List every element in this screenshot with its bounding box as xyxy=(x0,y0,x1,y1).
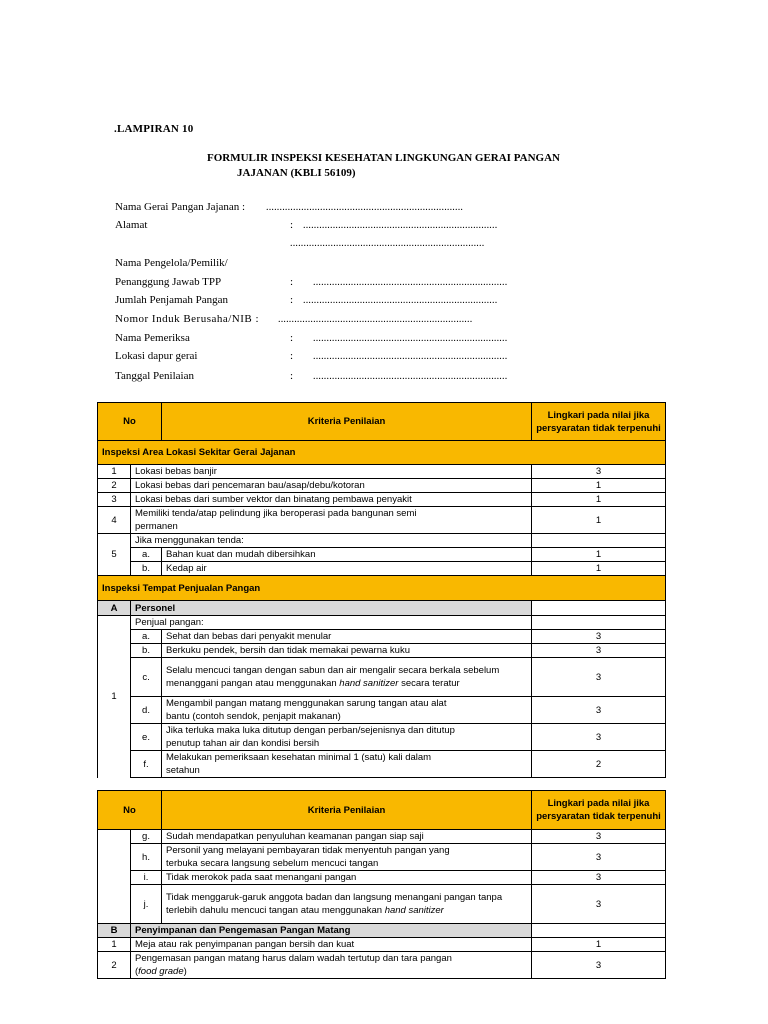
row-letter: f. xyxy=(131,751,162,778)
table-row xyxy=(98,844,666,871)
row-score[interactable]: 3 xyxy=(532,630,666,644)
row-criteria: Sudah mendapatkan penyuluhan keamanan pangan siap saji xyxy=(162,830,532,844)
field-colon: : xyxy=(290,332,294,344)
row-no: 1 xyxy=(98,465,131,479)
row-criteria: Kedap air xyxy=(162,562,532,576)
field-label-address: Alamat xyxy=(115,219,148,231)
row-criteria: Bahan kuat dan mudah dibersihkan xyxy=(162,548,532,562)
section-row xyxy=(98,576,666,601)
table-row xyxy=(98,658,666,697)
form-title-line2: JAJANAN (KBLI 56109) xyxy=(237,167,356,179)
attachment-label: .LAMPIRAN 10 xyxy=(114,123,194,135)
field-dots-inspector[interactable]: ........................................................................ xyxy=(313,333,508,344)
field-label-owner: Nama Pengelola/Pemilik/ xyxy=(115,257,228,269)
field-dots-address[interactable]: ........................................................................ xyxy=(303,220,498,231)
row-score[interactable]: 3 xyxy=(532,952,666,979)
row-no-empty xyxy=(98,830,131,924)
criteria-text: Selalu mencuci tangan dengan sabun dan air mengalir secara berkala sebelum menanggani pangan atau menggunakan xyxy=(166,665,500,689)
header-no: No xyxy=(98,791,162,830)
field-colon: : xyxy=(290,294,294,306)
field-label-nib: Nomor Induk Berusaha/NIB : xyxy=(115,313,260,325)
table-row xyxy=(98,724,666,751)
row-score[interactable]: 2 xyxy=(532,751,666,778)
row-criteria xyxy=(162,658,532,697)
table-row xyxy=(98,630,666,644)
table-row xyxy=(98,507,666,534)
section-title: Inspeksi Area Lokasi Sekitar Gerai Jajanan xyxy=(98,441,666,465)
row-letter: h. xyxy=(131,844,162,871)
row-score[interactable]: 3 xyxy=(532,644,666,658)
row-score[interactable]: 3 xyxy=(532,885,666,924)
row-criteria: Mengambil pangan matang menggunakan sarung tangan atau alat bantu (contoh sendok, penjapit makanan) xyxy=(162,697,532,724)
section-title: Inspeksi Tempat Penjualan Pangan xyxy=(98,576,666,601)
row-criteria xyxy=(131,952,532,979)
row-letter: e. xyxy=(131,724,162,751)
header-no: No xyxy=(98,403,162,441)
row-score[interactable]: 3 xyxy=(532,465,666,479)
row-score-empty xyxy=(532,616,666,630)
row-criteria: Meja atau rak penyimpanan pangan bersih dan kuat xyxy=(131,938,532,952)
table-row xyxy=(98,952,666,979)
subsection-title: Personel xyxy=(131,601,532,616)
row-no: 5 xyxy=(98,534,131,576)
row-no: 2 xyxy=(98,952,131,979)
table-header-row xyxy=(98,791,666,830)
row-no: 3 xyxy=(98,493,131,507)
row-criteria: Melakukan pemeriksaan kesehatan minimal 1 (satu) kali dalam setahun xyxy=(162,751,532,778)
field-dots-store-name[interactable]: ......................................................................... xyxy=(266,202,464,213)
table-row xyxy=(98,885,666,924)
table-row xyxy=(98,697,666,724)
row-score-empty xyxy=(532,924,666,938)
row-letter: i. xyxy=(131,871,162,885)
field-label-date: Tanggal Penilaian xyxy=(115,370,194,382)
row-letter: d. xyxy=(131,697,162,724)
header-criteria: Kriteria Penilaian xyxy=(162,403,532,441)
field-dots-kitchen-location[interactable]: ........................................................................ xyxy=(313,351,508,362)
table-row xyxy=(98,938,666,952)
header-score: Lingkari pada nilai jika persyaratan tidak terpenuhi xyxy=(532,403,666,441)
subsection-title: Penyimpanan dan Pengemasan Pangan Matang xyxy=(131,924,532,938)
header-criteria: Kriteria Penilaian xyxy=(162,791,532,830)
row-letter: a. xyxy=(131,630,162,644)
row-score[interactable]: 3 xyxy=(532,830,666,844)
table-row xyxy=(98,616,666,630)
field-label-kitchen-location: Lokasi dapur gerai xyxy=(115,350,198,362)
row-letter: b. xyxy=(131,644,162,658)
field-colon: : xyxy=(290,276,294,288)
field-dots-address-line2[interactable]: ........................................................................ xyxy=(290,238,485,249)
subsection-letter: B xyxy=(98,924,131,938)
field-dots-handlers[interactable]: ........................................................................ xyxy=(303,295,498,306)
table-row xyxy=(98,548,666,562)
criteria-italic: food grade xyxy=(138,966,184,977)
criteria-text: secara teratur xyxy=(398,678,460,689)
field-label-handlers: Jumlah Penjamah Pangan xyxy=(115,294,229,306)
form-title-line1: FORMULIR INSPEKSI KESEHATAN LINGKUNGAN GERAI PANGAN xyxy=(207,152,560,164)
table-row xyxy=(98,830,666,844)
row-criteria: Tidak merokok pada saat menangani pangan xyxy=(162,871,532,885)
table-row xyxy=(98,562,666,576)
row-score-empty xyxy=(532,534,666,548)
field-label-inspector: Nama Pemeriksa xyxy=(115,332,190,344)
field-colon: : xyxy=(290,219,294,231)
row-score[interactable]: 1 xyxy=(532,507,666,534)
row-no: 1 xyxy=(98,616,131,778)
inspection-table-2 xyxy=(97,790,666,979)
row-score[interactable]: 3 xyxy=(532,658,666,697)
row-criteria: Penjual pangan: xyxy=(131,616,532,630)
subsection-row xyxy=(98,924,666,938)
row-no: 4 xyxy=(98,507,131,534)
table-row xyxy=(98,871,666,885)
row-score[interactable]: 1 xyxy=(532,562,666,576)
row-letter: g. xyxy=(131,830,162,844)
row-letter: j. xyxy=(131,885,162,924)
field-dots-pic[interactable]: ........................................................................ xyxy=(313,277,508,288)
criteria-text: Tidak menggaruk-garuk anggota badan dan langsung menangani pangan tanpa terlebih dahulu mencuci tangan atau menggunakan xyxy=(166,892,503,916)
table-row xyxy=(98,465,666,479)
row-criteria xyxy=(162,885,532,924)
row-score[interactable]: 1 xyxy=(532,479,666,493)
row-score[interactable]: 3 xyxy=(532,871,666,885)
criteria-italic: hand sanitizer xyxy=(384,905,444,916)
field-colon: : xyxy=(290,370,294,382)
row-criteria: Jika terluka maka luka ditutup dengan perban/sejenisnya dan ditutup penutup tahan air dan kondisi bersih xyxy=(162,724,532,751)
table-row xyxy=(98,493,666,507)
inspection-table-1 xyxy=(97,402,666,778)
section-row xyxy=(98,441,666,465)
field-dots-nib[interactable]: ........................................................................ xyxy=(278,314,473,325)
criteria-italic: hand sanitizer xyxy=(339,678,399,689)
row-criteria: Jika menggunakan tenda: xyxy=(131,534,532,548)
row-score[interactable]: 1 xyxy=(532,938,666,952)
criteria-text: Pengemasan pangan matang harus dalam wadah tertutup dan tara pangan ( xyxy=(135,953,452,977)
row-criteria: Berkuku pendek, bersih dan tidak memakai pewarna kuku xyxy=(162,644,532,658)
row-score[interactable]: 1 xyxy=(532,548,666,562)
table-row xyxy=(98,751,666,778)
row-criteria: Lokasi bebas dari sumber vektor dan binatang pembawa penyakit xyxy=(131,493,532,507)
row-criteria: Personil yang melayani pembayaran tidak menyentuh pangan yang terbuka secara langsung sebelum mencuci tangan xyxy=(162,844,532,871)
field-label-pic: Penanggung Jawab TPP xyxy=(115,276,222,288)
field-dots-date[interactable]: ........................................................................ xyxy=(313,371,508,382)
field-colon: : xyxy=(290,350,294,362)
table-row xyxy=(98,644,666,658)
subsection-letter: A xyxy=(98,601,131,616)
row-criteria: Lokasi bebas dari pencemaran bau/asap/debu/kotoran xyxy=(131,479,532,493)
row-no: 1 xyxy=(98,938,131,952)
row-criteria: Memiliki tenda/atap pelindung jika beroperasi pada bangunan semi permanen xyxy=(131,507,532,534)
field-label-store-name: Nama Gerai Pangan Jajanan : xyxy=(115,201,246,213)
table-row xyxy=(98,479,666,493)
row-score[interactable]: 3 xyxy=(532,724,666,751)
row-letter: b. xyxy=(131,562,162,576)
table-header-row xyxy=(98,403,666,441)
row-criteria: Lokasi bebas banjir xyxy=(131,465,532,479)
row-letter: c. xyxy=(131,658,162,697)
row-score-empty xyxy=(532,601,666,616)
subsection-row xyxy=(98,601,666,616)
header-score: Lingkari pada nilai jika persyaratan tidak terpenuhi xyxy=(532,791,666,830)
row-score[interactable]: 3 xyxy=(532,844,666,871)
row-letter: a. xyxy=(131,548,162,562)
criteria-text: ) xyxy=(183,966,187,977)
row-no: 2 xyxy=(98,479,131,493)
row-criteria: Sehat dan bebas dari penyakit menular xyxy=(162,630,532,644)
table-row xyxy=(98,534,666,548)
row-score[interactable]: 1 xyxy=(532,493,666,507)
row-score[interactable]: 3 xyxy=(532,697,666,724)
